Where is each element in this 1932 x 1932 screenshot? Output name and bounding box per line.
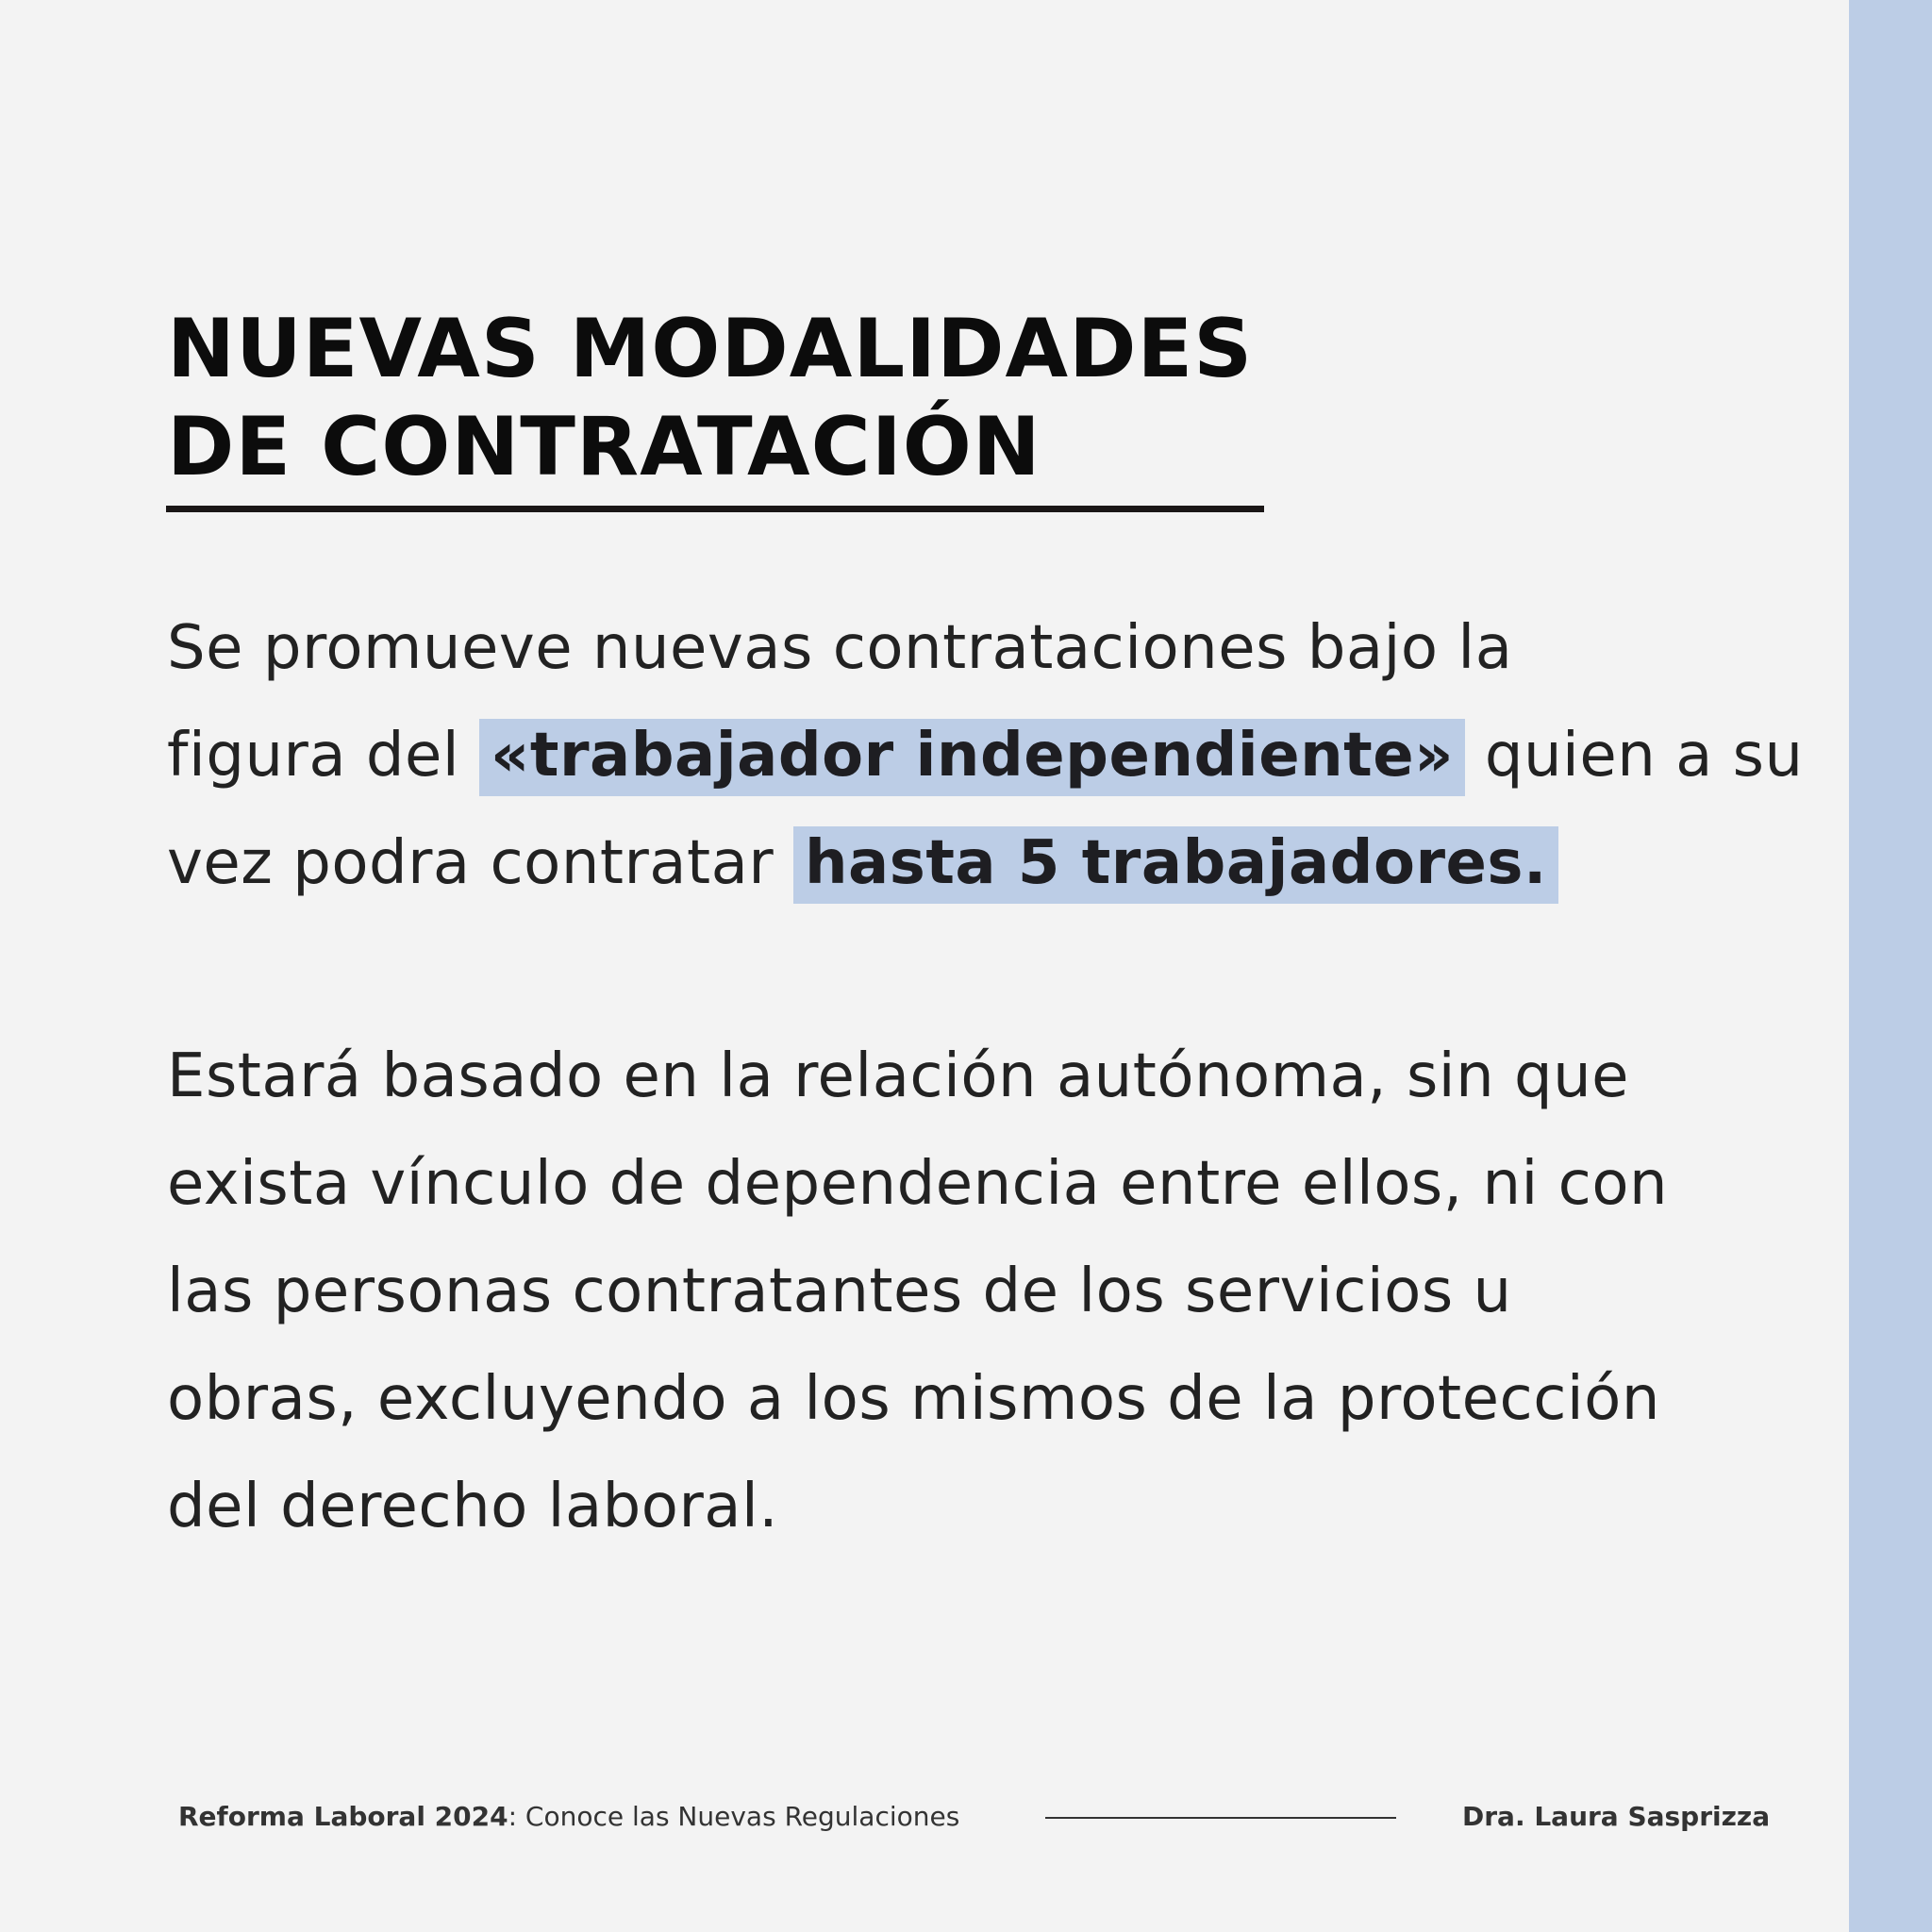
footer-series-title (178, 1798, 959, 1836)
detail-line: del derecho laboral. (167, 1472, 779, 1541)
intro-line-2-tail: quien a su (1465, 721, 1804, 791)
detail-line: obras, excluyendo a los mismos de la protección (167, 1364, 1660, 1434)
page-title (167, 300, 1393, 496)
title-line-1: NUEVAS MODALIDADES (167, 302, 1254, 396)
intro-line-3-text: vez podra contratar (167, 828, 793, 898)
title-underline (166, 506, 1264, 512)
detail-paragraph (167, 1023, 1771, 1560)
detail-line: Estará basado en la relación autónoma, sin que (167, 1041, 1630, 1111)
footer-author: Dra. Laura Sasprizza (1462, 1801, 1771, 1832)
intro-line-3 (167, 809, 1771, 917)
highlight-five-workers: hasta 5 trabajadores. (793, 826, 1558, 904)
intro-line-2-text: figura del (167, 721, 479, 791)
detail-line: las personas contratantes de los servicios u (167, 1257, 1512, 1326)
title-line-2: DE CONTRATACIÓN (167, 400, 1041, 494)
footer-series-bold: Reforma Laboral 2024 (178, 1801, 508, 1832)
intro-line-2 (167, 702, 1804, 809)
accent-side-band (1849, 0, 1932, 1932)
detail-line: exista vínculo de dependencia entre ellos, ni con (167, 1149, 1669, 1219)
intro-line-1: Se promueve nuevas contrataciones bajo la (167, 613, 1513, 683)
footer-divider (1045, 1817, 1396, 1819)
highlight-independent-worker: «trabajador independiente» (479, 719, 1465, 796)
footer-series-rest: : Conoce las Nuevas Regulaciones (508, 1801, 960, 1832)
intro-paragraph (167, 594, 1804, 917)
